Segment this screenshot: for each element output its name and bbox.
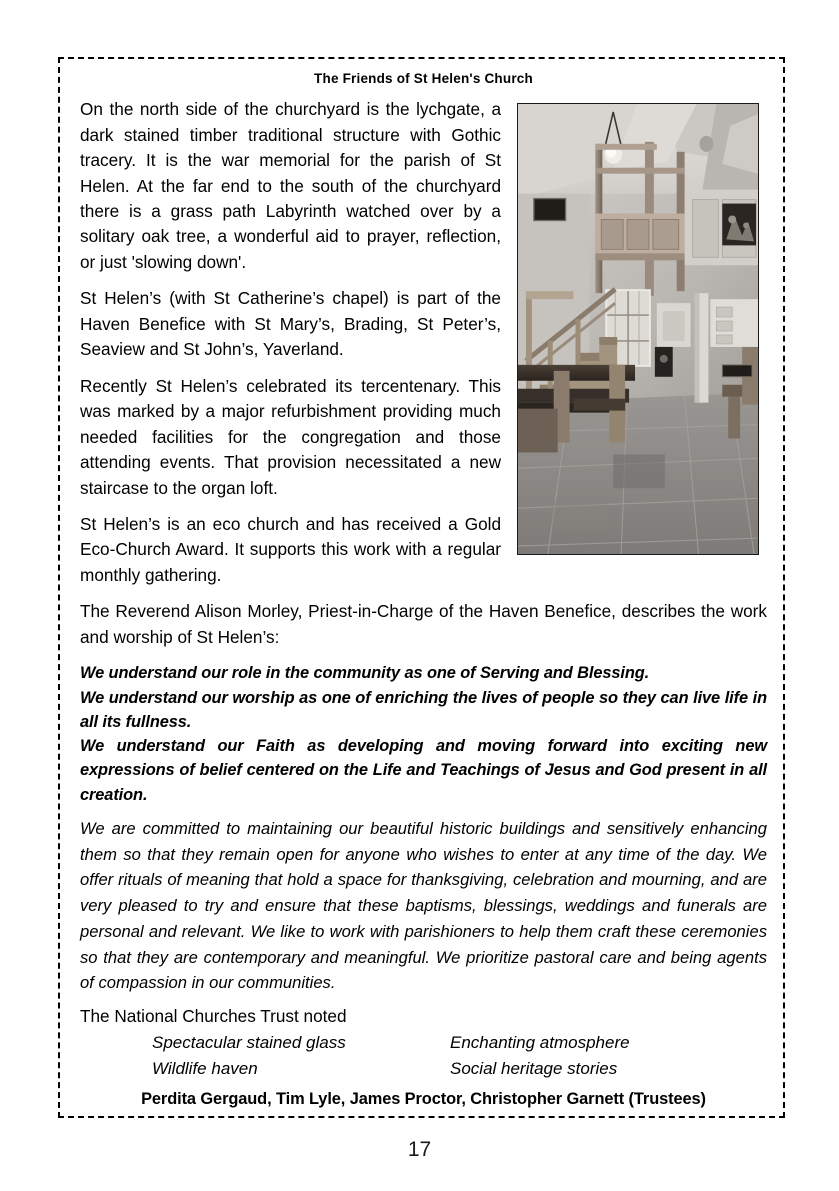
paragraph-reverend-intro: The Reverend Alison Morley, Priest-in-Charge of the Haven Benefice, describes the work and worship of St Helen’s:	[80, 601, 767, 647]
photo-illustration	[518, 104, 758, 554]
national-churches-trust-list	[80, 1030, 767, 1081]
church-interior-staircase-organ-loft-photo	[517, 103, 759, 555]
article-dashed-frame	[58, 57, 785, 1118]
page-number: 17	[407, 1138, 432, 1161]
trust-list-row	[152, 1030, 767, 1056]
trustees-byline: Perdita Gergaud, Tim Lyle, James Proctor, Christopher Garnett (Trustees)	[141, 1090, 706, 1109]
trust-list-row	[152, 1056, 767, 1082]
page-title: The Friends of St Helen's Church	[314, 71, 533, 86]
statement-faith: We understand our Faith as developing and moving forward into exciting new expressions of belief centered on the Life and Teachings of Jesus and God present in all creation.	[80, 737, 767, 804]
article-content	[80, 67, 767, 1112]
paragraph-lychgate: On the north side of the churchyard is the lychgate, a dark stained timber traditional structure with Gothic tracery. It is the war memorial for the parish of St Helen. At the far end to the south of the churchyard there is a grass path Labyrinth watched over by a solitary oak tree, a wonderful aid to prayer, reflection, or just 'slowing down'.	[80, 99, 501, 272]
paragraph-tercentenary: Recently St Helen’s celebrated its tercentenary. This was marked by a major refurbishment providing much needed facilities for the congregation and those attending events. That provision necessitated a new staircase to the organ loft.	[80, 375, 501, 498]
paragraph-commitment: We are committed to maintaining our beautiful historic buildings and sensitively enhancing them so that they remain open for anyone who wishes to enter at any time of the day. We offer rituals of meaning that hold a space for thanksgiving, celebration and mourning, and are very pleased to try and ensure that these baptisms, blessings, weddings and funerals are personal and relevant. We like to work with parishioners to help them craft these ceremonies so that they are contemporary and meaningful. We prioritize pastoral care and being agents of compassion in our communities.	[80, 818, 767, 993]
trust-item-atmosphere: Enchanting atmosphere	[450, 1033, 630, 1053]
trust-item-heritage-stories: Social heritage stories	[450, 1058, 618, 1078]
national-churches-trust-lead: The National Churches Trust noted	[80, 1005, 347, 1026]
worship-statements	[80, 661, 767, 807]
trust-item-wildlife-haven: Wildlife haven	[152, 1058, 258, 1078]
statement-serving-blessing: We understand our role in the community as one of Serving and Blessing.	[80, 664, 650, 683]
trust-item-stained-glass: Spectacular stained glass	[152, 1033, 346, 1053]
statement-worship: We understand our worship as one of enriching the lives of people so they can live life in all its fullness.	[80, 688, 767, 731]
paragraph-benefice: St Helen’s (with St Catherine’s chapel) is part of the Haven Benefice with St Mary’s, Brading, St Peter’s, Seaview and St John’s, Yaverland.	[80, 288, 501, 360]
paragraph-eco-church: St Helen’s is an eco church and has received a Gold Eco-Church Award. It supports this work with a regular monthly gathering.	[80, 513, 501, 585]
